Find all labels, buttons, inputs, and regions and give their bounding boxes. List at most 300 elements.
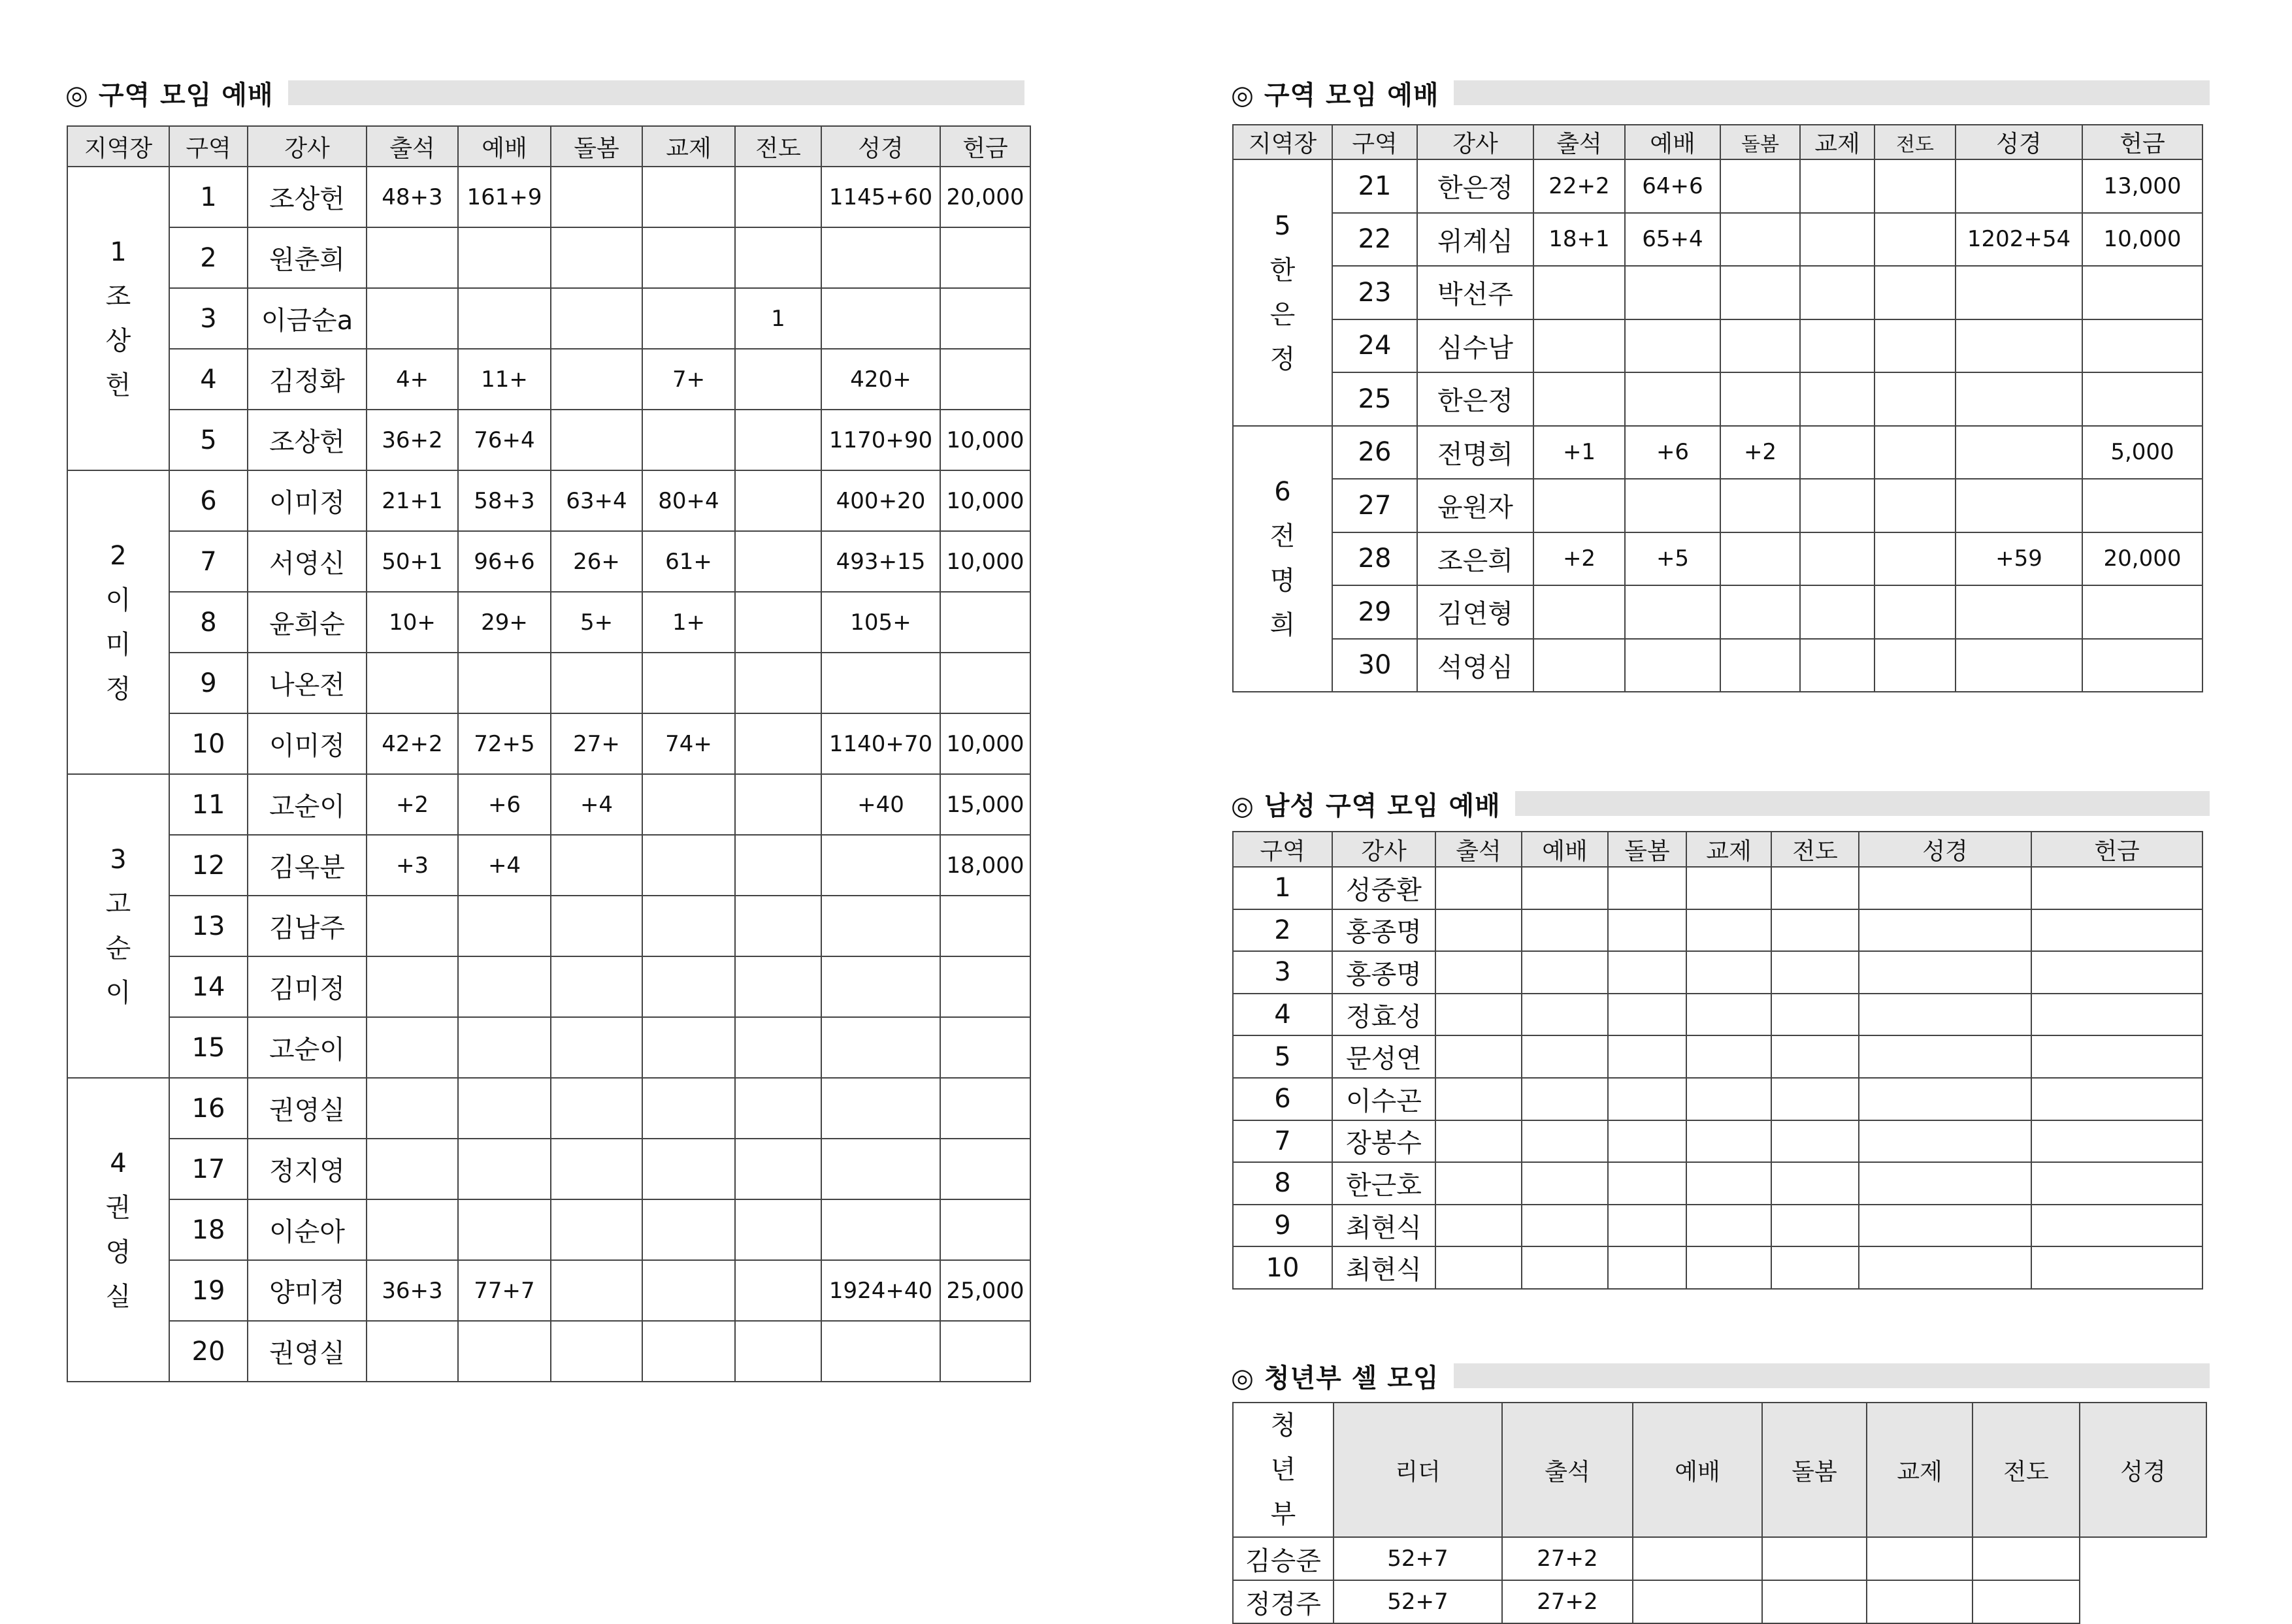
- data-cell: [1686, 1162, 1771, 1205]
- data-cell: [1973, 1580, 2080, 1623]
- table-row: [67, 1078, 1030, 1139]
- data-cell: [821, 1017, 940, 1078]
- data-cell: [1608, 1162, 1686, 1205]
- data-cell: 10,000: [940, 470, 1030, 531]
- data-cell: [735, 774, 821, 835]
- data-cell: [1533, 319, 1625, 373]
- data-cell: 18,000: [940, 835, 1030, 896]
- instructor-name-cell: 한근호: [1332, 1162, 1435, 1205]
- table-row: [1233, 266, 2202, 319]
- data-cell: [367, 896, 458, 956]
- data-cell: [1800, 159, 1875, 213]
- data-cell: [940, 956, 1030, 1017]
- data-cell: [940, 896, 1030, 956]
- data-cell: 13,000: [2082, 159, 2202, 213]
- region-leader-char: 이: [105, 585, 131, 615]
- data-cell: [940, 653, 1030, 713]
- data-cell: 1145+60: [821, 167, 940, 227]
- men-header-cell: 돌봄: [1608, 832, 1686, 867]
- data-cell: [551, 227, 642, 288]
- table-row: [67, 896, 1030, 956]
- instructor-name-cell: 조상헌: [248, 167, 367, 227]
- data-cell: 7+: [642, 349, 735, 410]
- instructor-name-cell: 정지영: [248, 1139, 367, 1199]
- data-cell: [1800, 532, 1875, 586]
- data-cell: 20,000: [2082, 532, 2202, 586]
- region-leader-char: 정: [105, 674, 131, 704]
- district-number-cell: 6: [169, 470, 248, 531]
- table-row: [67, 653, 1030, 713]
- data-cell: [458, 653, 551, 713]
- district-number-cell: 8: [1233, 1162, 1332, 1205]
- table-row: [1233, 1205, 2202, 1247]
- data-cell: [642, 835, 735, 896]
- data-cell: 5,000: [2082, 426, 2202, 479]
- data-cell: +1: [1533, 426, 1625, 479]
- data-cell: [1533, 266, 1625, 319]
- youth-header-cell: 돌봄: [1762, 1403, 1867, 1537]
- data-cell: [821, 1321, 940, 1382]
- data-cell: 161+9: [458, 167, 551, 227]
- data-cell: [458, 956, 551, 1017]
- left-district-table: [67, 125, 1031, 1382]
- data-cell: [1633, 1537, 1762, 1580]
- data-cell: 10,000: [2082, 213, 2202, 267]
- data-cell: [1608, 994, 1686, 1036]
- district-number-cell: 7: [1233, 1120, 1332, 1163]
- data-cell: [2031, 1246, 2202, 1289]
- data-cell: [642, 1017, 735, 1078]
- region-leader-char: 헌: [105, 370, 131, 400]
- data-cell: [735, 227, 821, 288]
- data-cell: [1435, 867, 1522, 909]
- data-cell: 11+: [458, 349, 551, 410]
- data-cell: 61+: [642, 531, 735, 592]
- data-cell: [2082, 585, 2202, 639]
- data-cell: [1435, 1246, 1522, 1289]
- data-cell: [1522, 909, 1608, 952]
- data-cell: [2031, 1078, 2202, 1120]
- left-header-cell: 전도: [735, 126, 821, 167]
- data-cell: [1956, 585, 2082, 639]
- data-cell: 1924+40: [821, 1260, 940, 1321]
- data-cell: [1867, 1537, 1973, 1580]
- table-row: [67, 713, 1030, 774]
- right-header-cell: 예배: [1625, 125, 1720, 159]
- data-cell: [735, 531, 821, 592]
- men-header-cell: 강사: [1332, 832, 1435, 867]
- data-cell: [1800, 639, 1875, 692]
- data-cell: [1608, 1035, 1686, 1078]
- district-number-cell: 4: [1233, 994, 1332, 1036]
- data-cell: [642, 167, 735, 227]
- instructor-name-cell: 이미정: [248, 713, 367, 774]
- data-cell: [1956, 159, 2082, 213]
- instructor-name-cell: 홍종명: [1332, 951, 1435, 994]
- data-cell: [551, 1078, 642, 1139]
- data-cell: [1800, 479, 1875, 532]
- data-cell: [642, 288, 735, 349]
- data-cell: [1720, 479, 1800, 532]
- district-number-cell: 18: [169, 1199, 248, 1260]
- instructor-name-cell: 김연형: [1417, 585, 1533, 639]
- data-cell: +6: [1625, 426, 1720, 479]
- region-leader-char: 조: [105, 281, 131, 312]
- left-header-cell: 구역: [169, 126, 248, 167]
- data-cell: [1771, 1205, 1859, 1247]
- data-cell: [2031, 951, 2202, 994]
- region-leader-char: 권: [105, 1192, 131, 1223]
- data-cell: [1762, 1580, 1867, 1623]
- data-cell: [551, 1199, 642, 1260]
- data-cell: [642, 1321, 735, 1382]
- data-cell: [2031, 909, 2202, 952]
- data-cell: [1608, 909, 1686, 952]
- table-row: [67, 956, 1030, 1017]
- data-cell: [458, 1199, 551, 1260]
- data-cell: [458, 227, 551, 288]
- table-row: [1233, 1078, 2202, 1120]
- data-cell: [1625, 585, 1720, 639]
- left-header-cell: 출석: [367, 126, 458, 167]
- data-cell: [1771, 994, 1859, 1036]
- district-number-cell: 30: [1332, 639, 1417, 692]
- data-cell: [642, 1260, 735, 1321]
- data-cell: [735, 592, 821, 653]
- data-cell: [1435, 1205, 1522, 1247]
- data-cell: [1859, 1162, 2031, 1205]
- data-cell: [458, 1139, 551, 1199]
- data-cell: [735, 1139, 821, 1199]
- data-cell: [1435, 909, 1522, 952]
- left-header-cell: 지역장: [67, 126, 169, 167]
- district-number-cell: 2: [1233, 909, 1332, 952]
- district-number-cell: 20: [169, 1321, 248, 1382]
- data-cell: [551, 167, 642, 227]
- data-cell: 96+6: [458, 531, 551, 592]
- data-cell: [1859, 1246, 2031, 1289]
- district-number-cell: 15: [169, 1017, 248, 1078]
- youth-header-row: [1233, 1403, 2206, 1537]
- data-cell: [2031, 867, 2202, 909]
- district-number-cell: 13: [169, 896, 248, 956]
- data-cell: [458, 1017, 551, 1078]
- data-cell: 20,000: [940, 167, 1030, 227]
- table-row: [67, 1017, 1030, 1078]
- district-number-cell: 1: [1233, 867, 1332, 909]
- left-header-cell: 성경: [821, 126, 940, 167]
- left-header-cell: 강사: [248, 126, 367, 167]
- data-cell: [1686, 1205, 1771, 1247]
- region-leader-char: 순: [105, 933, 131, 964]
- youth-header-cell: 성경: [2080, 1403, 2206, 1537]
- data-cell: [1435, 994, 1522, 1036]
- data-cell: [735, 653, 821, 713]
- data-cell: [367, 1078, 458, 1139]
- instructor-name-cell: 최현식: [1332, 1205, 1435, 1247]
- data-cell: [551, 1260, 642, 1321]
- table-row: [1233, 1246, 2202, 1289]
- instructor-name-cell: 조은희: [1417, 532, 1533, 586]
- left-section-title: [65, 73, 1024, 112]
- instructor-name-cell: 권영실: [248, 1078, 367, 1139]
- youth-header-cell: 교제: [1867, 1403, 1973, 1537]
- data-cell: [1686, 867, 1771, 909]
- data-cell: [1771, 909, 1859, 952]
- district-number-cell: 5: [1233, 1035, 1332, 1078]
- region-leader-char: 1: [110, 236, 127, 267]
- data-cell: [642, 956, 735, 1017]
- data-cell: [1771, 1120, 1859, 1163]
- instructor-name-cell: 양미경: [248, 1260, 367, 1321]
- data-cell: [367, 956, 458, 1017]
- data-cell: [1522, 1035, 1608, 1078]
- region-leader-cell: [67, 1078, 169, 1382]
- data-cell: [821, 227, 940, 288]
- district-number-cell: 6: [1233, 1078, 1332, 1120]
- data-cell: [642, 774, 735, 835]
- data-cell: [1771, 1162, 1859, 1205]
- table-row: [67, 167, 1030, 227]
- table-row: [67, 835, 1030, 896]
- data-cell: [642, 896, 735, 956]
- table-row: [67, 1199, 1030, 1260]
- data-cell: [1608, 1120, 1686, 1163]
- left-header-cell: 예배: [458, 126, 551, 167]
- data-cell: [1956, 319, 2082, 373]
- instructor-name-cell: 이수곤: [1332, 1078, 1435, 1120]
- data-cell: [1686, 909, 1771, 952]
- data-cell: [1686, 1246, 1771, 1289]
- data-cell: [1522, 1120, 1608, 1163]
- instructor-name-cell: 석영심: [1417, 639, 1533, 692]
- data-cell: +4: [551, 774, 642, 835]
- data-cell: [1875, 159, 1956, 213]
- data-cell: [1625, 266, 1720, 319]
- youth-header-cell: 출석: [1502, 1403, 1633, 1537]
- table-row: [1233, 1120, 2202, 1163]
- data-cell: 21+1: [367, 470, 458, 531]
- right-district-table: [1232, 124, 2203, 692]
- data-cell: [1435, 1162, 1522, 1205]
- data-cell: [735, 470, 821, 531]
- left-header-row: [67, 126, 1030, 167]
- data-cell: [1875, 372, 1956, 426]
- district-number-cell: 25: [1332, 372, 1417, 426]
- data-cell: [458, 1321, 551, 1382]
- data-cell: [1435, 951, 1522, 994]
- data-cell: [1533, 585, 1625, 639]
- youth-cell-table: [1232, 1402, 2207, 1624]
- youth-group-cell: [1233, 1403, 1334, 1537]
- region-leader-cell: [1233, 426, 1332, 692]
- instructor-name-cell: 정효성: [1332, 994, 1435, 1036]
- table-row: [67, 410, 1030, 470]
- table-row: [67, 470, 1030, 531]
- data-cell: [1686, 951, 1771, 994]
- data-cell: [1608, 1205, 1686, 1247]
- data-cell: 10,000: [940, 410, 1030, 470]
- data-cell: [1625, 479, 1720, 532]
- data-cell: [2082, 639, 2202, 692]
- data-cell: [1859, 909, 2031, 952]
- data-cell: [940, 349, 1030, 410]
- data-cell: [940, 1321, 1030, 1382]
- data-cell: 5+: [551, 592, 642, 653]
- youth-section-title: [1231, 1356, 2210, 1395]
- instructor-name-cell: 조상헌: [248, 410, 367, 470]
- data-cell: [735, 1017, 821, 1078]
- data-cell: +3: [367, 835, 458, 896]
- data-cell: [821, 896, 940, 956]
- data-cell: [367, 1139, 458, 1199]
- data-cell: [1522, 1246, 1608, 1289]
- district-number-cell: 4: [169, 349, 248, 410]
- data-cell: [1522, 1162, 1608, 1205]
- data-cell: 493+15: [821, 531, 940, 592]
- data-cell: [1771, 1078, 1859, 1120]
- data-cell: [1956, 639, 2082, 692]
- data-cell: [1720, 585, 1800, 639]
- data-cell: [1625, 319, 1720, 373]
- district-number-cell: 24: [1332, 319, 1417, 373]
- district-number-cell: 11: [169, 774, 248, 835]
- data-cell: [735, 1199, 821, 1260]
- left-header-cell: 헌금: [940, 126, 1030, 167]
- data-cell: 22+2: [1533, 159, 1625, 213]
- table-row: [67, 1321, 1030, 1382]
- right-header-cell: 돌봄: [1720, 125, 1800, 159]
- region-leader-cell: [67, 470, 169, 774]
- data-cell: 48+3: [367, 167, 458, 227]
- data-cell: [735, 713, 821, 774]
- data-cell: +6: [458, 774, 551, 835]
- data-cell: +5: [1625, 532, 1720, 586]
- data-cell: [1686, 994, 1771, 1036]
- data-cell: [1867, 1580, 1973, 1623]
- data-cell: 65+4: [1625, 213, 1720, 267]
- instructor-name-cell: 김남주: [248, 896, 367, 956]
- youth-header-cell: 전도: [1973, 1403, 2080, 1537]
- data-cell: 1202+54: [1956, 213, 2082, 267]
- data-cell: [551, 1139, 642, 1199]
- data-cell: [735, 1260, 821, 1321]
- region-leader-char: 은: [1269, 299, 1296, 330]
- table-row: [1233, 159, 2202, 213]
- district-number-cell: 3: [1233, 951, 1332, 994]
- data-cell: 72+5: [458, 713, 551, 774]
- data-cell: [2031, 1162, 2202, 1205]
- data-cell: [1686, 1120, 1771, 1163]
- data-cell: [940, 288, 1030, 349]
- district-number-cell: 28: [1332, 532, 1417, 586]
- data-cell: [1875, 585, 1956, 639]
- district-number-cell: 29: [1332, 585, 1417, 639]
- men-header-cell: 성경: [1859, 832, 2031, 867]
- region-leader-char: 이: [105, 977, 131, 1008]
- data-cell: [1800, 266, 1875, 319]
- men-section-title: [1231, 784, 2210, 823]
- data-cell: [367, 653, 458, 713]
- instructor-name-cell: 김정화: [248, 349, 367, 410]
- data-cell: 64+6: [1625, 159, 1720, 213]
- data-cell: [1956, 266, 2082, 319]
- data-cell: [1875, 479, 1956, 532]
- district-number-cell: 23: [1332, 266, 1417, 319]
- region-leader-char: 영: [105, 1237, 131, 1267]
- region-leader-cell: [1233, 159, 1332, 426]
- district-number-cell: 19: [169, 1260, 248, 1321]
- data-cell: 36+3: [367, 1260, 458, 1321]
- data-cell: [1956, 372, 2082, 426]
- left-header-cell: 돌봄: [551, 126, 642, 167]
- right-header-cell: 전도: [1875, 125, 1956, 159]
- data-cell: [1625, 639, 1720, 692]
- data-cell: [1522, 994, 1608, 1036]
- data-cell: [821, 288, 940, 349]
- region-leader-char: 미: [105, 629, 131, 660]
- district-number-cell: 2: [169, 227, 248, 288]
- region-leader-char: 명: [1269, 566, 1296, 596]
- table-row: [67, 1139, 1030, 1199]
- data-cell: [1533, 372, 1625, 426]
- data-cell: +2: [1720, 426, 1800, 479]
- data-cell: [2031, 1120, 2202, 1163]
- data-cell: [1800, 372, 1875, 426]
- left-section-title-text: ◎ 구역 모임 예배: [65, 74, 288, 112]
- data-cell: [1720, 372, 1800, 426]
- table-row: [1233, 1537, 2206, 1580]
- data-cell: [735, 835, 821, 896]
- data-cell: [1435, 1120, 1522, 1163]
- data-cell: [1859, 1205, 2031, 1247]
- table-row: [1233, 951, 2202, 994]
- data-cell: [367, 1199, 458, 1260]
- data-cell: [551, 288, 642, 349]
- district-number-cell: 22: [1332, 213, 1417, 267]
- data-cell: [1800, 319, 1875, 373]
- data-cell: [821, 1139, 940, 1199]
- region-leader-char: 상: [105, 325, 131, 356]
- left-header-cell: 교제: [642, 126, 735, 167]
- data-cell: [1859, 1035, 2031, 1078]
- youth-group-char: 청: [1270, 1410, 1296, 1440]
- data-cell: [458, 288, 551, 349]
- data-cell: [2082, 479, 2202, 532]
- table-row: [67, 592, 1030, 653]
- table-row: [1233, 213, 2202, 267]
- table-row: [67, 288, 1030, 349]
- data-cell: [1973, 1537, 2080, 1580]
- district-number-cell: 3: [169, 288, 248, 349]
- table-row: [1233, 426, 2202, 479]
- data-cell: 77+7: [458, 1260, 551, 1321]
- instructor-name-cell: 성중환: [1332, 867, 1435, 909]
- data-cell: [1859, 1078, 2031, 1120]
- data-cell: +59: [1956, 532, 2082, 586]
- instructor-name-cell: 홍종명: [1332, 909, 1435, 952]
- data-cell: [821, 1078, 940, 1139]
- district-number-cell: 21: [1332, 159, 1417, 213]
- data-cell: [1859, 1120, 2031, 1163]
- right-header-cell: 교제: [1800, 125, 1875, 159]
- district-number-cell: 7: [169, 531, 248, 592]
- right-header-cell: 출석: [1533, 125, 1625, 159]
- data-cell: [940, 1078, 1030, 1139]
- data-cell: 76+4: [458, 410, 551, 470]
- table-row: [67, 774, 1030, 835]
- instructor-name-cell: 나온전: [248, 653, 367, 713]
